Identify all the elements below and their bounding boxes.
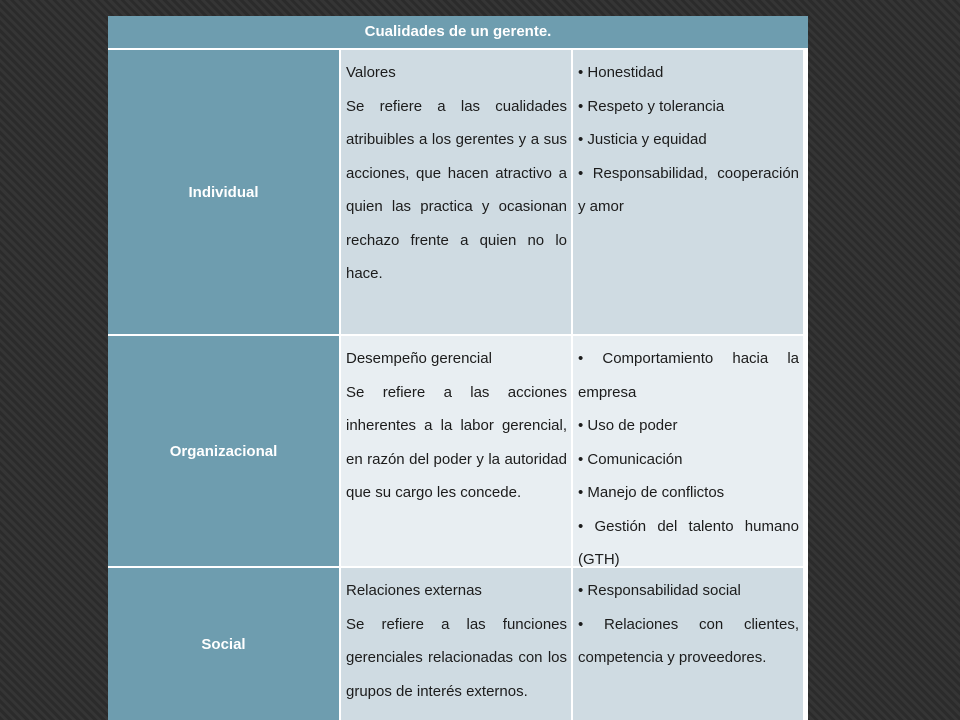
list-item: • Respeto y tolerancia bbox=[578, 97, 725, 115]
category-label: Social bbox=[201, 635, 246, 653]
category-cell bbox=[108, 568, 339, 720]
qualities-table bbox=[108, 16, 808, 720]
description-text: Se refiere a las funciones gerenciales relacionadas con los grupos de interés externos. bbox=[346, 615, 567, 700]
category-label: Individual bbox=[188, 183, 259, 201]
description-heading: Relaciones externas bbox=[346, 582, 482, 599]
list-item: • Manejo de conflictos bbox=[578, 484, 725, 501]
description-heading: Desempeño gerencial bbox=[346, 350, 492, 367]
list-item: • Gestión del talento humano (GTH) bbox=[578, 517, 799, 568]
list-item: • Relaciones con clientes, competencia y proveedores. bbox=[578, 615, 799, 666]
list-item: • Comunicación bbox=[578, 450, 683, 468]
description-heading: Valores bbox=[346, 64, 396, 81]
category-cell bbox=[108, 336, 339, 566]
table-row-social bbox=[108, 568, 808, 720]
table-row-individual bbox=[108, 50, 808, 334]
items-cell bbox=[573, 336, 803, 566]
description-cell bbox=[341, 568, 571, 720]
category-label: Organizacional bbox=[169, 442, 278, 460]
list-item: • Comportamiento hacia la empresa bbox=[578, 350, 799, 401]
list-item: • Uso de poder bbox=[578, 417, 678, 434]
items-cell bbox=[573, 568, 803, 720]
description-text: Se refiere a las acciones inherentes a la labor gerencial, en razón del poder y la autoridad que su cargo les concede. bbox=[346, 383, 567, 501]
list-item: • Responsabilidad, cooperación y amor bbox=[578, 164, 799, 215]
description-text: Se refiere a las cualidades atribuibles a los gerentes y a sus acciones, que hacen atractivo a quien las practica y ocasionan rechazo frente a quien no lo hace. bbox=[346, 97, 567, 282]
description-cell bbox=[341, 336, 571, 566]
description-cell bbox=[341, 50, 571, 334]
table-title: Cualidades de un gerente. bbox=[108, 16, 808, 48]
category-cell bbox=[108, 50, 339, 334]
list-item: • Justicia y equidad bbox=[578, 131, 707, 148]
list-item: • Honestidad bbox=[578, 64, 664, 81]
table-row-organizacional bbox=[108, 336, 808, 566]
list-item: • Responsabilidad social bbox=[578, 582, 741, 599]
items-cell bbox=[573, 50, 803, 334]
